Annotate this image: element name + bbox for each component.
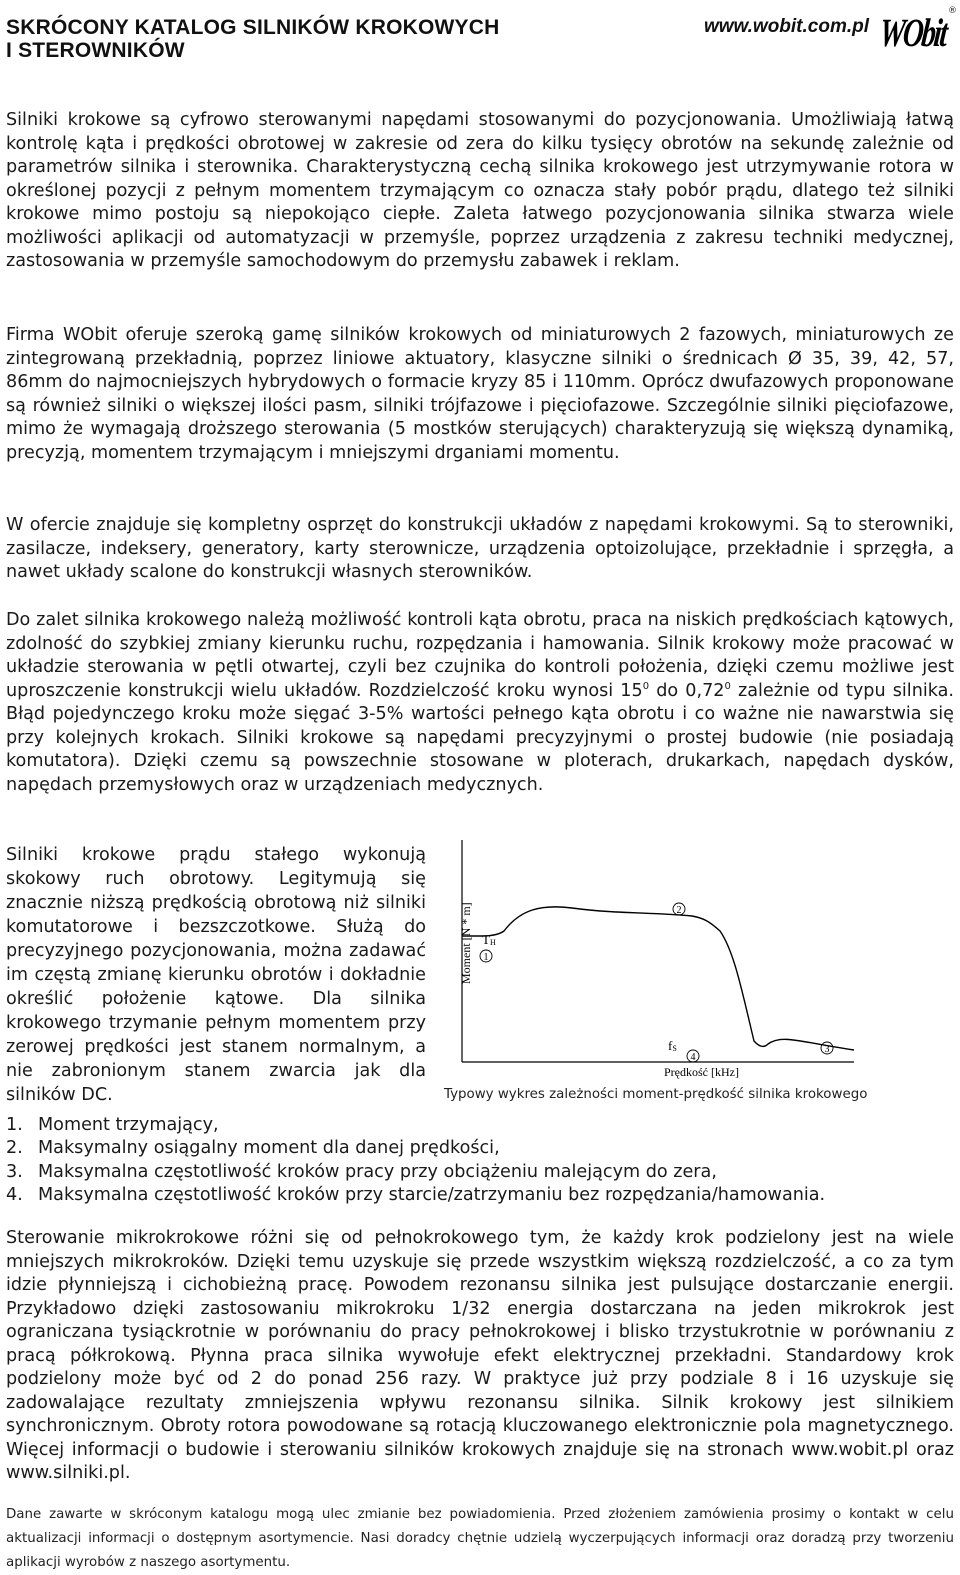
list-text: Maksymalna częstotliwość kroków przy starcie/zatrzymaniu bez rozpędzania/hamowania. <box>38 1184 826 1205</box>
list-text: Maksymalny osiągalny moment dla danej prędkości, <box>38 1138 500 1159</box>
marker-3-label: 3 <box>824 1044 830 1055</box>
start-frequency-label: fS <box>668 1038 677 1053</box>
marker-4-label: 4 <box>690 1052 696 1063</box>
torque-curve <box>462 907 854 1050</box>
paragraph-accessories: W ofercie znajduje się kompletny osprzęt do konstrukcji układów z napędami krokowymi. Są to sterowniki, zasilacze, indeksery, generatory, karty sterownicze, urządzenia optoizolujące, przekładnie i sprzęgła, a nawet układy scalone do konstrukcji własnych sterowników. <box>6 515 954 582</box>
registered-mark: ® <box>948 6 957 16</box>
torque-speed-diagram <box>442 836 954 1108</box>
paragraph-dc-comparison: Silniki krokowe prądu stałego wykonują skokowy ruch obrotowy. Legitymują się znacznie niższą prędkością obrotową niż silniki komutatorowe i bezszczotkowe. Służą do precyzyjnego pozycjonowania, można zadawać im częstą zmianę kierunku obrotów i dokładnie określić położenie kątowe. Dla silnika krokowego trzymanie pełnym momentem przy zerowej prędkości jest stanem normalnym, a nie zabronionym stanem zwarcia jak dla silników DC. <box>6 845 426 1105</box>
page-header <box>6 6 957 76</box>
marker-1-label: 1 <box>483 952 489 963</box>
figure-caption: Typowy wykres zależności moment-prędkość silnika krokowego <box>444 1087 868 1102</box>
paragraph-intro: Silniki krokowe są cyfrowo sterowanymi napędami stosowanymi do pozycjonowania. Umożliwiają łatwą kontrolę kąta i prędkości obrotowej w zakresie od zera do kilku tysięcy obrotów na sekundę zależnie od parametrów silnika i sterownika. Charakterystyczną cechą silnika krokowego jest utrzymywanie rotora w określonej pozycji z pełnym momentem trzymającym co oznacza stały pobór prądu, dlatego też silniki krokowe mimo postoju są niepokojąco ciepłe. Zaleta łatwego pozycjonowania silnika stwarza wiele możliwości aplikacji od automatyzacji w przemyśle, poprzez urządzenia z zakresu techniki medycznej, zastosowania w przemyśle samochodowym do przemysłu zabawek i reklam. <box>6 110 954 271</box>
website-url[interactable]: www.wobit.com.pl <box>704 16 870 37</box>
list-item <box>6 1161 954 1184</box>
curve-points-list <box>6 1114 954 1207</box>
list-text: Maksymalna częstotliwość kroków pracy przy obciążeniu malejącym do zera, <box>38 1161 717 1182</box>
y-axis-label: Moment [N * m] <box>459 902 473 984</box>
torque-speed-figure <box>442 836 954 1108</box>
holding-torque-label: TH <box>482 932 496 947</box>
list-number: 3. <box>6 1161 23 1182</box>
paragraph-offer: Firma WObit oferuje szeroką gamę silników krokowych od miniaturowych 2 fazowych, miniaturowych ze zintegrowaną przekładnią, poprzez liniowe aktuatory, klasyczne silniki o średnicach Ø 35, 39, 42, 57, 86mm do najmocniejszych hybrydowych o formacie kryzy 85 i 110mm. Oprócz dwufazowych proponowane są również silniki o większej ilości pasm, silniki trójfazowe i pięciofazowe. Szczególnie silniki pięciofazowe, mimo że wymagają droższego sterowania (5 mostków sterujących) charakteryzują się większą dynamiką, precyzją, momentem trzymającym i mniejszymi drganiami momentu. <box>6 325 954 463</box>
logo-text: WObit <box>877 10 949 55</box>
x-axis-label: Prędkość [kHz] <box>664 1065 739 1079</box>
paragraph-microstepping: Sterowanie mikrokrokowe różni się od pełnokrokowego tym, że każdy krok podzielony jest na wiele mniejszych mikrokroków. Dzięki temu uzyskuje się przede wszystkim większą rozdzielczość, a co za tym idzie płynniejszą i cichobieżną pracę. Powodem rezonansu silnika jest pulsujące dostarczanie energii. Przykładowo dzięki zastosowaniu mikrokroku 1/32 energia dostarczana na jeden mikrokrok jest ograniczana tysiąckrotnie w porównaniu do pracy pełnokrokowej i blisko trzystukrotnie w porównaniu z pracą półkrokową. Płynna praca silnika wywołuje efekt elektrycznej przekładni. Standardowy krok podzielony może być od 2 do ponad 256 razy. W praktyce już przy podziale 8 i 16 uzyskuje się zadowalające rezultaty zmniejszenia wpływu rezonansu silnika. Silnik krokowy jest silnikiem synchronicznym. Obroty rotora powodowane są rotacją kluczowanego elektronicznie pola magnetycznego. Więcej informacji o budowie i sterowaniu silników krokowych znajduje się na stronach www.wobit.pl oraz www.silniki.pl. <box>6 1228 954 1483</box>
marker-2-label: 2 <box>676 905 682 916</box>
list-number: 1. <box>6 1115 23 1135</box>
paragraph-advantages: Do zalet silnika krokowego należą możliwość kontroli kąta obrotu, praca na niskich prędkościach kątowych, zdolność do szybkiej zmiany kierunku ruchu, rozpędzania i hamowania. Silnik krokowy może pracować w układzie sterowania w pętli otwartej, czyli bez czujnika do kontroli położenia, dzięki czemu możliwe jest uproszczenie konstrukcji wielu układów. Rozdzielczość kroku wynosi $15^0$ do 0,72$^0$ zależnie od typu silnika. Błąd pojedynczego kroku może sięgać 3-5% wartości pełnego kąta obrotu i co ważne nie nawarstwia się przy kolejnych krokach. Silniki krokowe są napędami precyzyjnymi o prostej budowie (nie posiadają komutatora). Dzięki czemu są powszechnie stosowane w ploterach, drukarkach, napędach dysków, napędach przemysłowych oraz w urządzeniach medycznych. <box>6 610 954 795</box>
title-line-1: SKRÓCONY KATALOG SILNIKÓW KROKOWYCH <box>6 16 500 39</box>
wobit-logo <box>878 6 956 66</box>
footer-disclaimer: Dane zawarte w skróconym katalogu mogą ulec zmianie bez powiadomienia. Przed złożeniem zamówienia prosimy o kontakt w celu aktualizacji informacji o dostępnym asortymencie. Nasi doradcy chętnie udzielą wyczerpujących informacji oraz doradzą przy tworzeniu aplikacji wyrobów z naszego asortymentu. <box>6 1507 954 1570</box>
list-item <box>6 1184 954 1207</box>
page-title <box>6 16 500 62</box>
list-number: 4. <box>6 1184 23 1205</box>
list-item <box>6 1114 954 1137</box>
list-item <box>6 1137 954 1160</box>
list-number: 2. <box>6 1138 23 1159</box>
title-line-2: I STEROWNIKÓW <box>6 39 185 62</box>
list-text: Moment trzymający, <box>38 1115 219 1135</box>
